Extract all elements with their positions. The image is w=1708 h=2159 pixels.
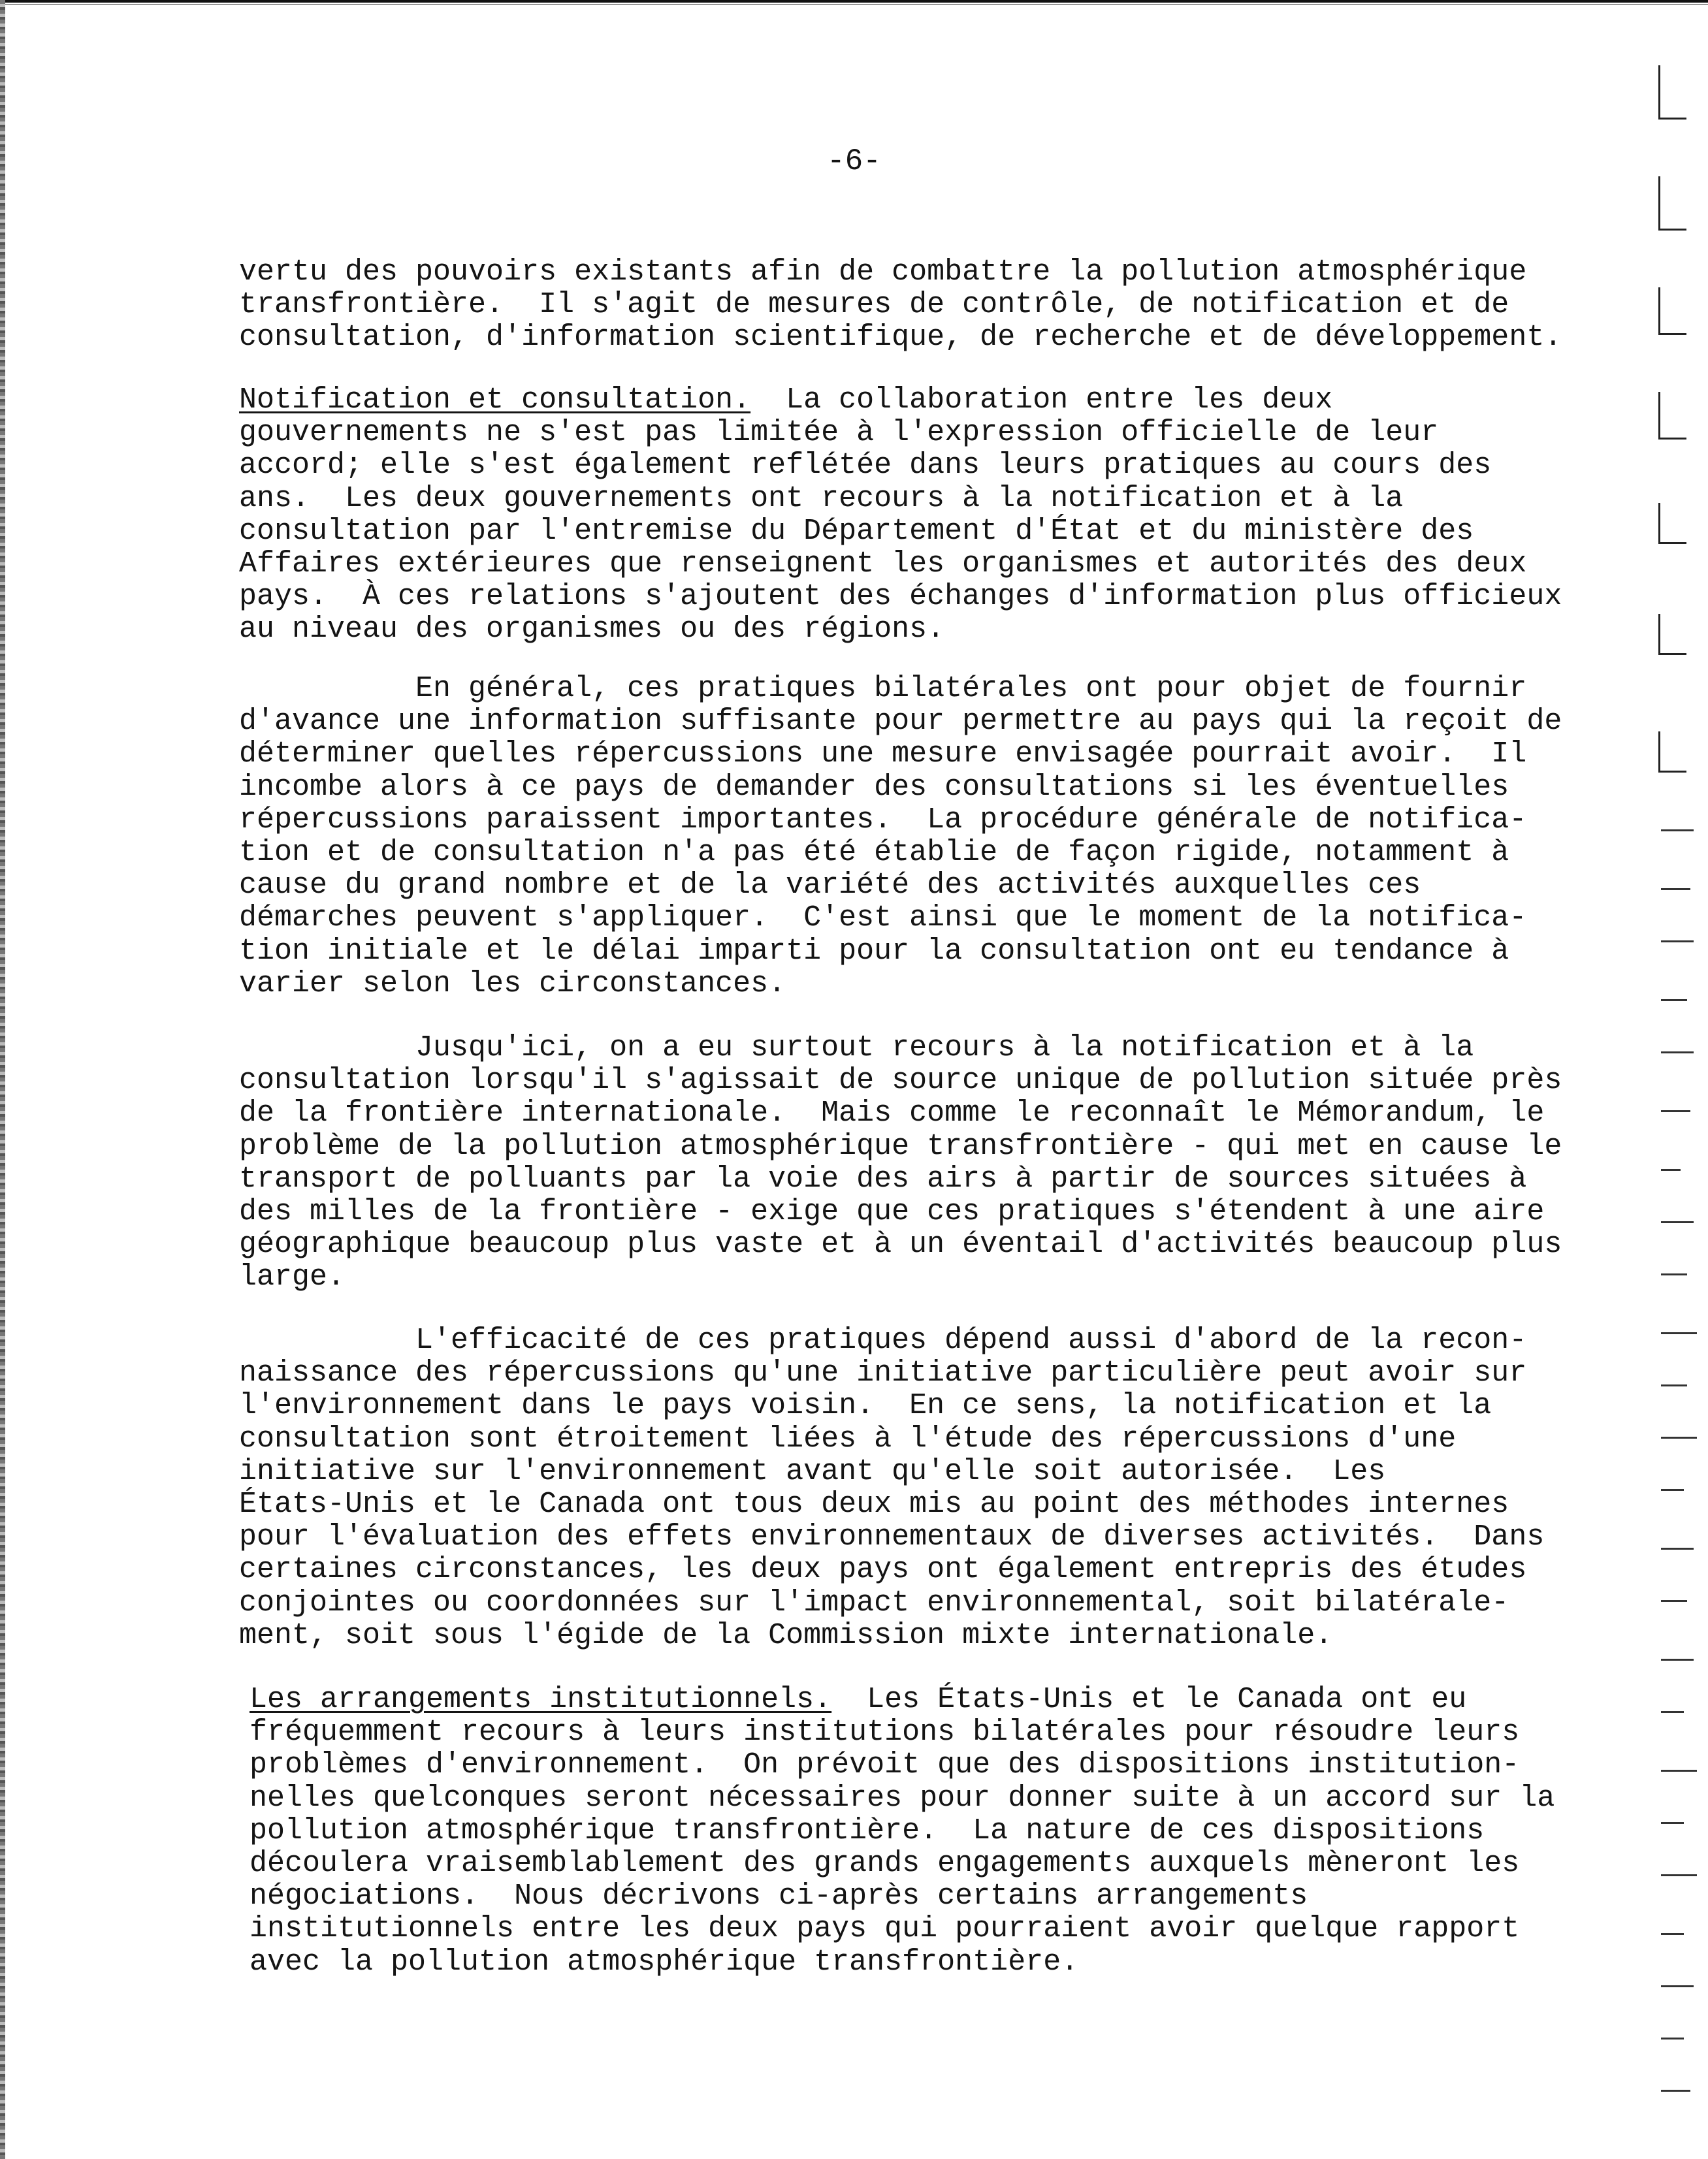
text-line: négociations. Nous décrivons ci-après certains arrangements — [250, 1879, 1308, 1913]
text-line: En général, ces pratiques bilatérales ont pour objet de fournir — [239, 672, 1527, 705]
paragraph-intro — [239, 255, 1562, 355]
text-line: avec la pollution atmosphérique transfrontière. — [250, 1945, 1079, 1979]
text-line: institutionnels entre les deux pays qui pourraient avoir quelque rapport — [250, 1912, 1520, 1946]
text-line: tion et de consultation n'a pas été établie de façon rigide, notamment à — [239, 836, 1509, 870]
paragraph-jusquici — [239, 1031, 1562, 1294]
text-line: accord; elle s'est également reflétée dans leurs pratiques au cours des — [239, 449, 1492, 483]
paragraph-notification — [239, 383, 1562, 647]
binding-mark — [1658, 176, 1686, 231]
text-line: incombe alors à ce pays de demander des consultations si les éventuelles — [239, 770, 1509, 804]
text-line: ment, soit sous l'égide de la Commission mixte internationale. — [239, 1618, 1333, 1652]
text-line: vertu des pouvoirs existants afin de combattre la pollution atmosphérique — [239, 255, 1527, 289]
left-scan-border — [0, 0, 5, 2159]
paragraph-practices — [239, 672, 1562, 1000]
paragraph-efficacite — [239, 1324, 1545, 1652]
text-line: fréquemment recours à leurs institutions bilatérales pour résoudre leurs — [250, 1716, 1520, 1750]
text-line: problème de la pollution atmosphérique transfrontière - qui met en cause le — [239, 1129, 1562, 1163]
text-line: États-Unis et le Canada ont tous deux mis au point des méthodes internes — [239, 1488, 1509, 1522]
text-line: problèmes d'environnement. On prévoit que des dispositions institution- — [250, 1748, 1520, 1782]
text-line: cause du grand nombre et de la variété des activités auxquelles ces — [239, 869, 1421, 903]
text-line: large. — [239, 1260, 346, 1294]
section-heading-notification: Notification et consultation. — [239, 383, 751, 417]
top-scan-border — [0, 0, 1708, 7]
text-line: consultation, d'information scientifique, de recherche et de développement. — [239, 321, 1562, 355]
text-line: nelles quelconques seront nécessaires pour donner suite à un accord sur la — [250, 1781, 1555, 1815]
text-line: consultation lorsqu'il s'agissait de source unique de pollution située près — [239, 1064, 1562, 1098]
text-line: certaines circonstances, les deux pays ont également entrepris des études — [239, 1553, 1527, 1587]
text-line: des milles de la frontière - exige que ces pratiques s'étendent à une aire — [239, 1195, 1545, 1229]
text-line: répercussions paraissent importantes. La procédure générale de notifica- — [239, 803, 1527, 837]
text-line: l'environnement dans le pays voisin. En ce sens, la notification et la — [239, 1389, 1492, 1423]
text-line: pour l'évaluation des effets environnementaux de diverses activités. Dans — [239, 1520, 1545, 1554]
text-line: de la frontière internationale. Mais comme le reconnaît le Mémorandum, le — [239, 1096, 1545, 1130]
text-line: au niveau des organismes ou des régions. — [239, 613, 945, 647]
right-edge-scan-marks — [1656, 52, 1708, 2142]
text-line: pollution atmosphérique transfrontière. La nature de ces dispositions — [250, 1814, 1485, 1847]
text-line: transport de polluants par la voie des airs à partir de sources situées à — [239, 1162, 1527, 1196]
text-line: démarches peuvent s'appliquer. C'est ainsi que le moment de la notifica- — [239, 901, 1527, 935]
binding-mark — [1658, 731, 1686, 773]
text-line: pays. À ces relations s'ajoutent des échanges d'information plus officieux — [239, 580, 1562, 614]
text-line: Jusqu'ici, on a eu surtout recours à la notification et à la — [239, 1031, 1474, 1064]
text-line: Les arrangements institutionnels. Les États-Unis et le Canada ont eu — [250, 1683, 1467, 1716]
text-line: Affaires extérieures que renseignent les organismes et autorités des deux — [239, 547, 1527, 581]
binding-mark — [1658, 65, 1686, 120]
text-line: tion initiale et le délai imparti pour la consultation ont eu tendance à — [239, 934, 1509, 968]
text-line: initiative sur l'environnement avant qu'elle soit autorisée. Les — [239, 1454, 1386, 1488]
text-line: géographique beaucoup plus vaste et à un éventail d'activités beaucoup plus — [239, 1228, 1562, 1262]
text-line: découlera vraisemblablement des grands engagements auxquels mèneront les — [250, 1847, 1520, 1881]
text-line: gouvernements ne s'est pas limitée à l'expression officielle de leur — [239, 416, 1439, 450]
text-line: naissance des répercussions qu'une initiative particulière peut avoir sur — [239, 1356, 1527, 1390]
binding-mark — [1658, 503, 1686, 544]
paragraph-arrangements — [250, 1683, 1555, 1979]
text-line: L'efficacité de ces pratiques dépend aussi d'abord de la recon- — [239, 1324, 1527, 1357]
binding-mark — [1658, 614, 1686, 655]
text-line: conjointes ou coordonnées sur l'impact environnemental, soit bilatérale- — [239, 1586, 1509, 1620]
text-line: consultation sont étroitement liées à l'étude des répercussions d'une — [239, 1422, 1457, 1456]
text-line: consultation par l'entremise du Département d'État et du ministère des — [239, 514, 1474, 548]
text-line: Notification et consultation. La collaboration entre les deux — [239, 383, 1333, 417]
page-number: -6- — [827, 144, 881, 178]
text-line: varier selon les circonstances. — [239, 967, 786, 1000]
text-line: transfrontière. Il s'agit de mesures de contrôle, de notification et de — [239, 288, 1509, 322]
section-heading-arrangements: Les arrangements institutionnels. — [250, 1683, 832, 1716]
text-line: déterminer quelles répercussions une mesure envisagée pourrait avoir. Il — [239, 737, 1527, 771]
binding-mark — [1658, 392, 1686, 440]
text-line: d'avance une information suffisante pour permettre au pays qui la reçoit de — [239, 705, 1562, 739]
text-line: ans. Les deux gouvernements ont recours à la notification et à la — [239, 481, 1404, 515]
binding-mark — [1658, 287, 1686, 335]
